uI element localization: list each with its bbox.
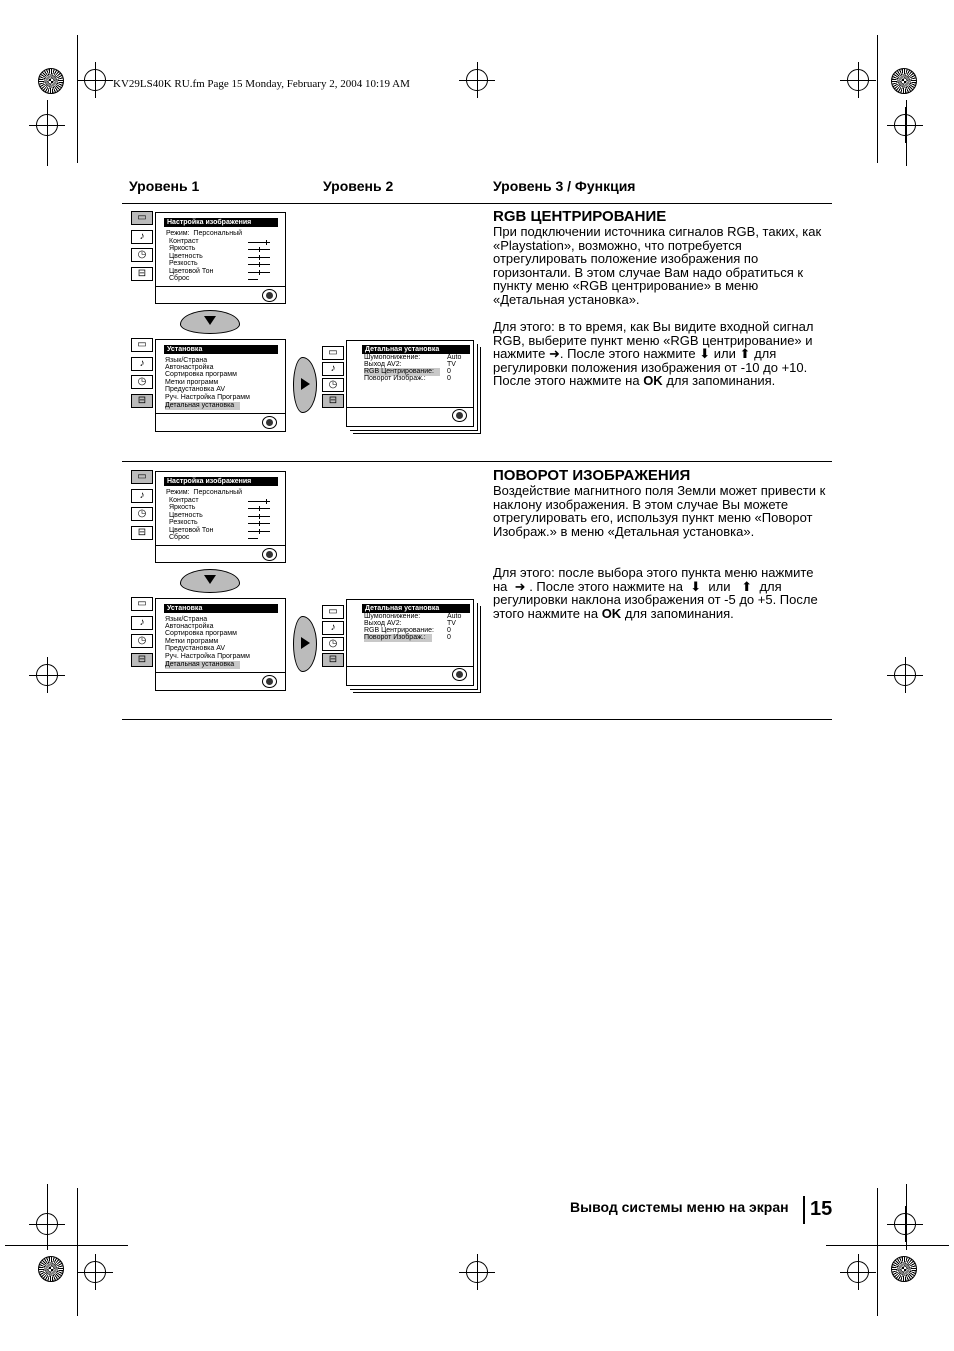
slider: [248, 501, 270, 502]
right-arrow-icon: ➜: [514, 578, 526, 594]
registration-star-icon: [38, 68, 64, 94]
menu-value: 0: [447, 634, 451, 641]
menu-item: Предустановка AV: [165, 645, 226, 652]
setup-tab-icon: ⊟: [322, 394, 344, 408]
registration-mark-icon: [36, 664, 58, 686]
timer-tab-icon: ◷: [322, 378, 344, 392]
menu-item-selected: Детальная установка: [165, 661, 240, 669]
detail-menu-screen: [346, 340, 474, 427]
menu-item-selected: RGB Центрирование:: [364, 368, 440, 376]
slider: [248, 272, 270, 273]
picture-tab-icon: ▭: [131, 211, 153, 225]
menu-mode-label: Режим: Персональный: [166, 230, 243, 237]
crop-line: [906, 1184, 907, 1250]
menu-item: Контраст: [169, 238, 199, 245]
setup-tab-icon: ⊟: [131, 526, 153, 540]
divider: [122, 203, 832, 204]
registration-mark-icon: [84, 69, 106, 91]
sound-tab-icon: ♪: [131, 489, 153, 503]
crop-line: [906, 100, 907, 166]
slider: [248, 538, 258, 539]
column-heading-level1: Уровень 1: [129, 178, 200, 194]
up-arrow-icon: ⬆: [741, 578, 753, 594]
ok-button-icon: [452, 409, 467, 422]
menu-item: Предустановка AV: [165, 386, 226, 393]
slider: [248, 516, 270, 517]
menu-item: Яркость: [169, 245, 196, 252]
registration-star-icon: [891, 1256, 917, 1282]
slider: [248, 249, 270, 250]
section-paragraph: Воздействие магнитного поля Земли может привести к наклону изображения. В этом случае Вы можете отрегулировать его, используя пункт меню «Поворот Изображ.» в меню «Детальная установка».: [493, 483, 826, 539]
down-arrow-icon: [180, 310, 240, 334]
ok-button-icon: [262, 675, 277, 688]
picture-tab-icon: ▭: [131, 597, 153, 611]
menu-item: Выход AV2:: [364, 361, 402, 368]
crop-line: [5, 1245, 128, 1246]
menu-title: Настройка изображения: [164, 218, 278, 227]
picture-tab-icon: ▭: [322, 605, 344, 619]
menu-value: 0: [447, 375, 451, 382]
menu-item: Шумопонижение:: [364, 613, 421, 620]
section-instructions: Для этого: в то время, как Вы видите входной сигнал RGB, выберите пункт меню «RGB центрирование» и нажмите ➜. После этого нажмите ⬇ или ⬆ для регулировки положения изображения от -10 до +10. После этого нажмите на OK для запоминания.: [493, 319, 814, 389]
down-arrow-icon: ⬇: [699, 346, 711, 362]
picture-menu-screen: [155, 212, 286, 304]
menu-item: Автонастройка: [165, 364, 214, 371]
crop-line: [877, 1188, 878, 1316]
down-arrow-icon: ⬇: [690, 578, 702, 594]
menu-item: Язык/Страна: [165, 357, 208, 364]
menu-item: Сортировка программ: [165, 371, 237, 378]
registration-mark-icon: [84, 1261, 106, 1283]
footer-divider: [803, 1196, 805, 1224]
sound-tab-icon: ♪: [131, 616, 153, 630]
slider: [248, 523, 270, 524]
picture-tab-icon: ▭: [131, 470, 153, 484]
setup-tab-icon: ⊟: [322, 653, 344, 667]
menu-item: Руч. Настройка Программ: [165, 394, 250, 401]
slider: [248, 242, 270, 243]
sound-tab-icon: ♪: [131, 230, 153, 244]
sound-tab-icon: ♪: [131, 357, 153, 371]
slider: [248, 279, 258, 280]
divider: [122, 719, 832, 720]
column-heading-level2: Уровень 2: [323, 178, 394, 194]
menu-item: Цветность: [169, 253, 203, 260]
page-number: 15: [810, 1198, 833, 1220]
registration-mark-icon: [894, 664, 916, 686]
section-title: ПОВОРОТ ИЗОБРАЖЕНИЯ: [493, 467, 691, 484]
crop-line: [77, 1188, 78, 1316]
menu-item: Сортировка программ: [165, 630, 237, 637]
crop-line: [877, 35, 878, 163]
picture-tab-icon: ▭: [322, 346, 344, 360]
menu-item: Резкость: [169, 519, 198, 526]
footer-section-title: Вывод системы меню на экран: [570, 1199, 789, 1215]
ok-button-icon: [262, 289, 277, 302]
timer-tab-icon: ◷: [131, 507, 153, 521]
picture-menu-screen: [155, 471, 286, 563]
section-instructions: Для этого: после выбора этого пункта меню нажмите на ➜ . После этого нажмите на ⬇ или ⬆ для регулировки наклона изображения от -5 до +5. После этого нажмите на OK для запоминания.: [493, 565, 818, 621]
timer-tab-icon: ◷: [131, 248, 153, 262]
menu-value: Auto: [447, 613, 462, 620]
slider: [248, 508, 270, 509]
menu-item: Резкость: [169, 260, 198, 267]
slider: [248, 264, 270, 265]
menu-value: 0: [447, 368, 451, 375]
ok-button-icon: [452, 668, 467, 681]
ok-button-icon: [262, 548, 277, 561]
registration-mark-icon: [847, 69, 869, 91]
timer-tab-icon: ◷: [131, 375, 153, 389]
menu-mode-label: Режим: Персональный: [166, 489, 243, 496]
menu-title: Настройка изображения: [164, 477, 278, 486]
crop-line: [826, 1245, 949, 1246]
menu-item: Метки программ: [165, 638, 219, 645]
menu-item-selected: Детальная установка: [165, 402, 240, 410]
timer-tab-icon: ◷: [131, 634, 153, 648]
sound-tab-icon: ♪: [322, 621, 344, 635]
menu-value: TV: [447, 620, 456, 627]
registration-mark-icon: [847, 1261, 869, 1283]
menu-item: Цветность: [169, 512, 203, 519]
column-heading-level3: Уровень 3 / Функция: [493, 178, 636, 194]
sound-tab-icon: ♪: [322, 362, 344, 376]
registration-mark-icon: [466, 1261, 488, 1283]
picture-tab-icon: ▭: [131, 338, 153, 352]
registration-mark-icon: [894, 1213, 916, 1235]
crop-line: [77, 35, 78, 163]
down-arrow-icon: [180, 569, 240, 593]
registration-mark-icon: [894, 114, 916, 136]
menu-value: 0: [447, 627, 451, 634]
up-arrow-icon: ⬆: [739, 346, 751, 362]
registration-mark-icon: [466, 69, 488, 91]
crop-line: [47, 100, 48, 166]
crop-line: [47, 1184, 48, 1250]
menu-title: Детальная установка: [362, 345, 470, 354]
setup-menu-screen: [155, 339, 286, 432]
ok-button-icon: [262, 416, 277, 429]
section-title: RGB ЦЕНТРИРОВАНИЕ: [493, 208, 667, 225]
section-paragraph: При подключении источника сигналов RGB, таких, как «Playstation», возможно, что потребуется отрегулировать положение изображения по горизонтали. В этом случае Вам надо обратиться к пункту меню «RGB центрирование» в меню «Детальная установка».: [493, 224, 822, 307]
setup-tab-icon: ⊟: [131, 267, 153, 281]
menu-item: Язык/Страна: [165, 616, 208, 623]
right-arrow-icon: [293, 616, 317, 672]
menu-title: Установка: [164, 604, 278, 613]
menu-item: Яркость: [169, 504, 196, 511]
file-info-header: KV29LS40K RU.fm Page 15 Monday, February 2, 2004 10:19 AM: [113, 78, 410, 90]
registration-star-icon: [891, 68, 917, 94]
setup-menu-screen: [155, 598, 286, 691]
menu-item: Контраст: [169, 497, 199, 504]
menu-item: Сброс: [169, 275, 190, 282]
divider: [122, 461, 832, 462]
menu-title: Детальная установка: [362, 604, 470, 613]
menu-value: Auto: [447, 354, 462, 361]
menu-item: Автонастройка: [165, 623, 214, 630]
menu-item: Руч. Настройка Программ: [165, 653, 250, 660]
menu-item: Цветовой Тон: [169, 268, 214, 275]
menu-item: Цветовой Тон: [169, 527, 214, 534]
slider: [248, 531, 270, 532]
slider: [248, 257, 270, 258]
setup-tab-icon: ⊟: [131, 653, 153, 667]
menu-item-selected: Поворот Изображ.:: [364, 634, 432, 642]
menu-item: Выход AV2:: [364, 620, 402, 627]
menu-item: Метки программ: [165, 379, 219, 386]
menu-title: Установка: [164, 345, 278, 354]
menu-item: Шумопонижение:: [364, 354, 421, 361]
right-arrow-icon: [293, 357, 317, 413]
detail-menu-screen: [346, 599, 474, 686]
registration-star-icon: [38, 1256, 64, 1282]
right-arrow-icon: ➜: [548, 346, 560, 362]
menu-item: RGB Центрирование:: [364, 627, 434, 634]
menu-item: Поворот Изображ.:: [364, 375, 426, 382]
setup-tab-icon: ⊟: [131, 394, 153, 408]
timer-tab-icon: ◷: [322, 637, 344, 651]
menu-value: TV: [447, 361, 456, 368]
menu-item: Сброс: [169, 534, 190, 541]
